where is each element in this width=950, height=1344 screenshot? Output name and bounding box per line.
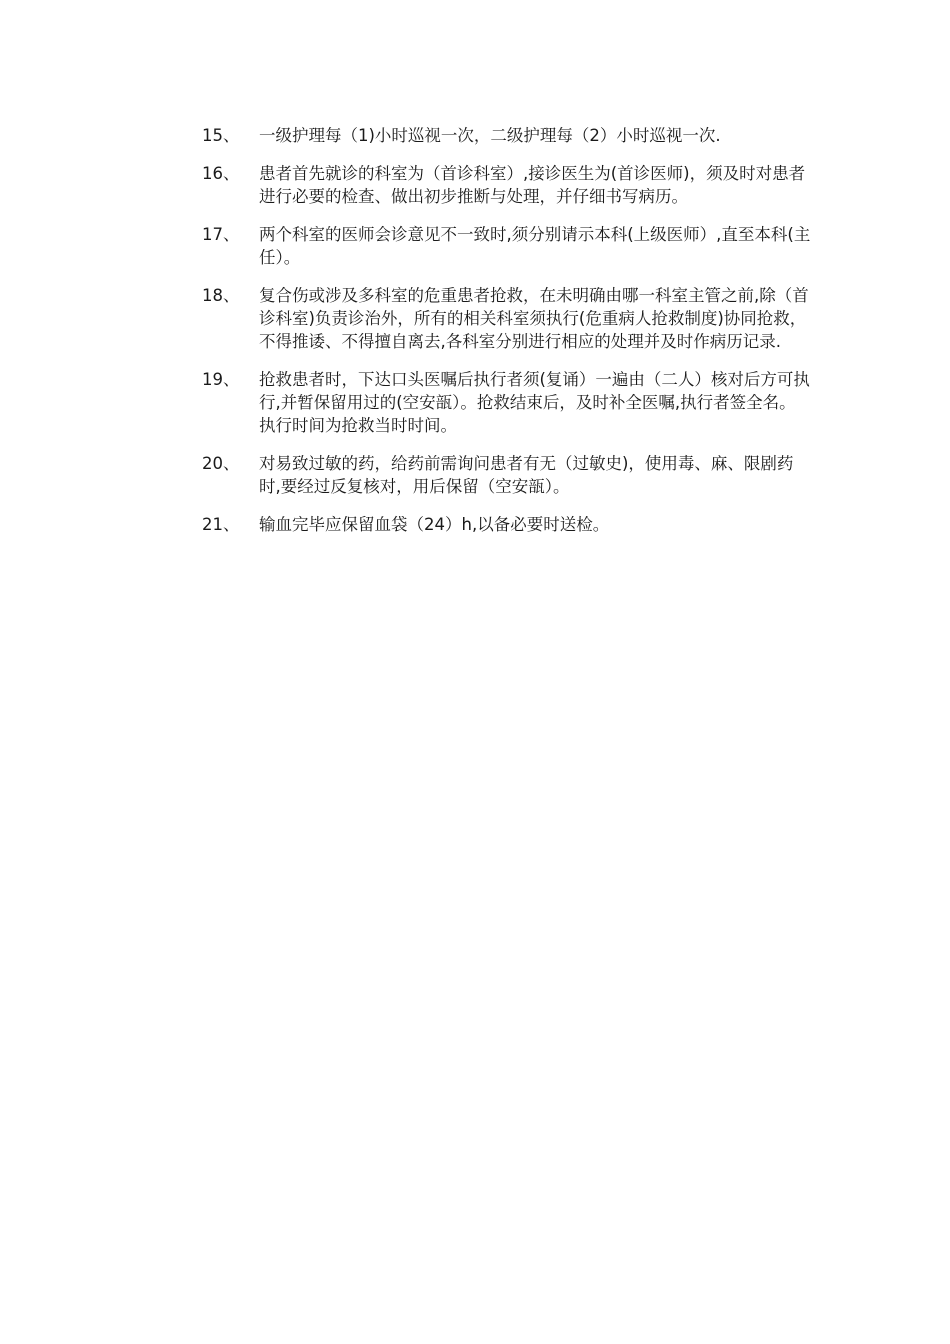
item-number: 17、 bbox=[202, 225, 240, 244]
item-text: 一级护理每（1)小时巡视一次，二级护理每（2）小时巡视一次. bbox=[259, 126, 721, 145]
item-text: 患者首先就诊的科室为（首诊科室）,接诊医生为(首诊医师)，须及时对患者进行必要的检查、做出初步推断与处理，并仔细书写病历。 bbox=[259, 164, 806, 206]
item-number: 21、 bbox=[202, 515, 240, 534]
item-number: 20、 bbox=[202, 454, 240, 473]
item-text: 对易致过敏的药，给药前需询问患者有无（过敏史)，使用毒、麻、限剧药时,要经过反复核对，用后保留（空安瓿）。 bbox=[259, 454, 794, 496]
item-number: 19、 bbox=[202, 370, 240, 389]
item-number: 15、 bbox=[202, 126, 240, 145]
item-number: 16、 bbox=[202, 164, 240, 183]
list-item bbox=[202, 162, 812, 208]
list-item bbox=[202, 124, 812, 147]
item-text: 复合伤或涉及多科室的危重患者抢救，在未明确由哪一科室主管之前,除（首诊科室)负责诊治外，所有的相关科室须执行(危重病人抢救制度)协同抢救，不得推诿、不得擅自离去,各科室分别进行相应的处理并及时作病历记录. bbox=[259, 286, 809, 351]
list-item bbox=[202, 223, 812, 269]
item-text: 两个科室的医师会诊意见不一致时,须分别请示本科(上级医师）,直至本科(主任）。 bbox=[259, 225, 811, 267]
item-text: 抢救患者时，下达口头医嘱后执行者须(复诵）一遍由（二人）核对后方可执行,并暂保留用过的(空安瓿）。抢救结束后，及时补全医嘱,执行者签全名。执行时间为抢救当时时间。 bbox=[259, 370, 810, 435]
item-number: 18、 bbox=[202, 286, 240, 305]
list-item bbox=[202, 284, 812, 353]
list-item bbox=[202, 368, 812, 437]
list-item bbox=[202, 452, 812, 498]
item-text: 输血完毕应保留血袋（24）h,以备必要时送检。 bbox=[259, 515, 610, 534]
list-item bbox=[202, 513, 812, 536]
rules-list bbox=[202, 124, 812, 551]
